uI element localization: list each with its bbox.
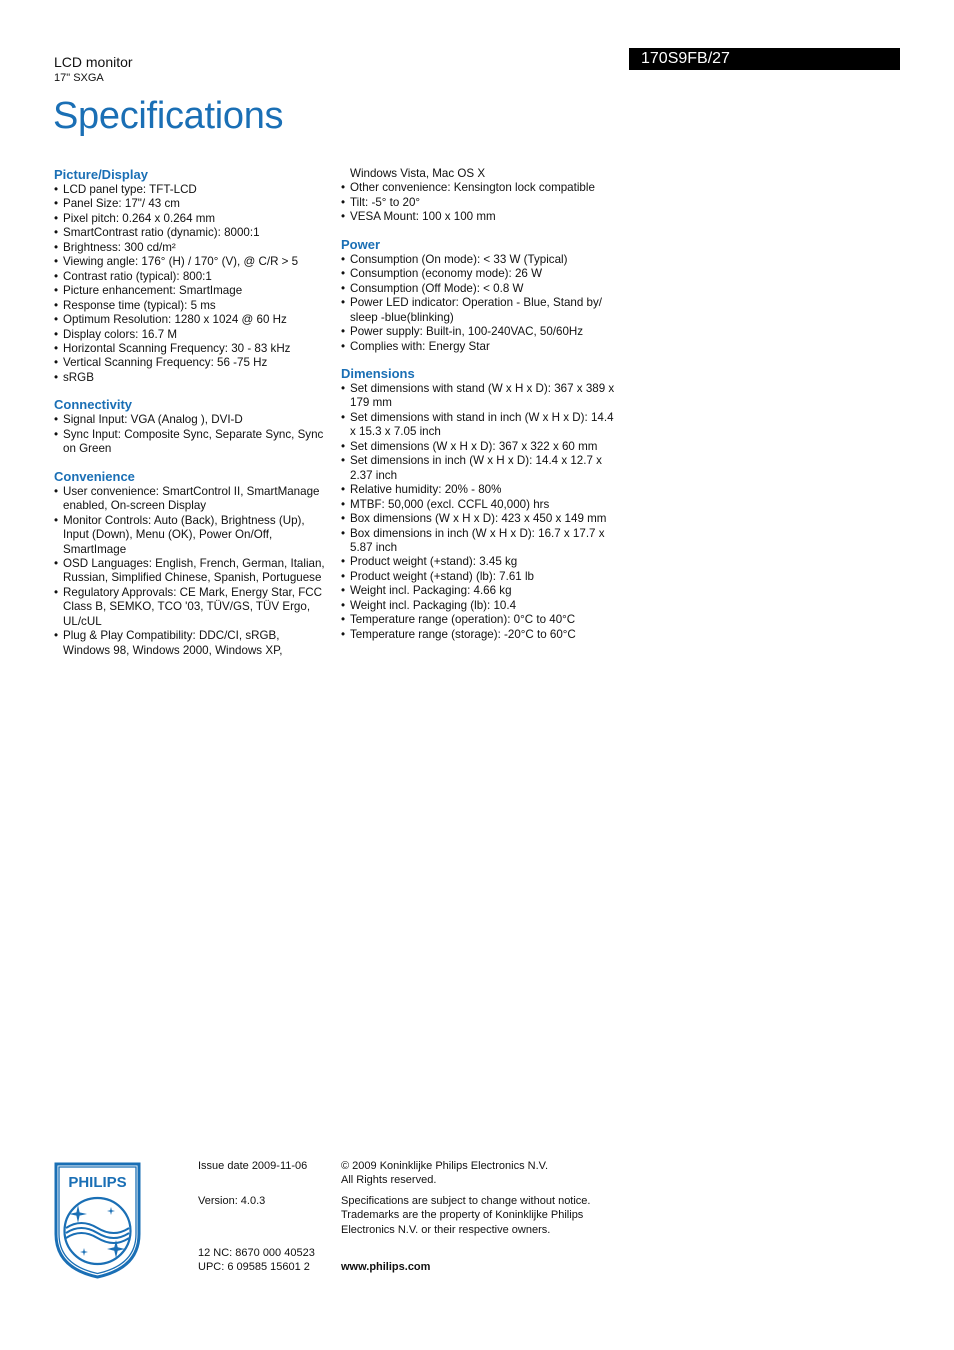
spec-item: • Power supply: Built-in, 100-240VAC, 50/60Hz [341,325,616,339]
spec-item: • Box dimensions (W x H x D): 423 x 450 x 149 mm [341,512,616,526]
website-link[interactable]: www.philips.com [341,1261,431,1273]
nc-code: 12 NC: 8670 000 40523 [198,1247,315,1259]
spec-item: • Contrast ratio (typical): 800:1 [54,270,329,284]
spec-item: • Product weight (+stand) (lb): 7.61 lb [341,570,616,584]
connectivity-list [54,413,329,456]
spec-item: • Weight incl. Packaging: 4.66 kg [341,584,616,598]
section-heading-connectivity: Connectivity [54,397,133,413]
spec-item: • Power LED indicator: Operation - Blue, Stand by/ sleep -blue(blinking) [341,296,616,325]
spec-item: • Response time (typical): 5 ms [54,299,329,313]
spec-item: • User convenience: SmartControl II, SmartManage enabled, On-screen Display [54,485,329,514]
upc-code: UPC: 6 09585 15601 2 [198,1261,310,1273]
spec-item: • Box dimensions in inch (W x H x D): 16.7 x 17.7 x 5.87 inch [341,527,616,556]
model-number: 170S9FB/27 [641,50,730,67]
section-heading-power: Power [341,236,381,252]
spec-item: • Viewing angle: 176° (H) / 170° (V), @ C/R > 5 [54,255,329,269]
issue-date: Issue date 2009-11-06 [198,1160,308,1172]
right-column [341,167,616,642]
spec-item: • Horizontal Scanning Frequency: 30 - 83 kHz [54,342,329,356]
spec-item: • Temperature range (storage): -20°C to 60°C [341,628,616,642]
spec-item: • OSD Languages: English, French, German, Italian, Russian, Simplified Chinese, Spanish, Portuguese [54,557,329,586]
spec-item: • Vertical Scanning Frequency: 56 -75 Hz [54,356,329,370]
philips-shield-logo [54,1162,141,1279]
spec-item: • SmartContrast ratio (dynamic): 8000:1 [54,226,329,240]
spec-item: • Consumption (On mode): < 33 W (Typical) [341,253,616,267]
spec-item: • Relative humidity: 20% - 80% [341,483,616,497]
spec-item: • Temperature range (operation): 0°C to 40°C [341,613,616,627]
page-title: Specifications [53,95,284,137]
model-number-bar [629,48,900,70]
product-subtitle: 17" SXGA [54,72,104,84]
spec-item: • Optimum Resolution: 1280 x 1024 @ 60 Hz [54,313,329,327]
spec-item: • Set dimensions in inch (W x H x D): 14.4 x 12.7 x 2.37 inch [341,454,616,483]
version: Version: 4.0.3 [198,1195,266,1207]
convenience-list-cont [341,181,616,224]
spec-item: • Picture enhancement: SmartImage [54,284,329,298]
spec-item: • Brightness: 300 cd/m² [54,241,329,255]
spec-item: • Tilt: -5° to 20° [341,196,616,210]
product-category: LCD monitor [54,54,133,70]
spec-item: • Consumption (Off Mode): < 0.8 W [341,282,616,296]
section-heading-dimensions: Dimensions [341,365,415,381]
spec-item: • LCD panel type: TFT-LCD [54,183,329,197]
spec-item: • sRGB [54,371,329,385]
spec-item: • Signal Input: VGA (Analog ), DVI-D [54,413,329,427]
copyright-line-1: © 2009 Koninklijke Philips Electronics N.V. [341,1160,549,1172]
convenience-list [54,485,329,658]
spec-item: • Pixel pitch: 0.264 x 0.264 mm [54,212,329,226]
spec-item: • Set dimensions with stand in inch (W x H x D): 14.4 x 15.3 x 7.05 inch [341,411,616,440]
copyright-line-2: All Rights reserved. [341,1174,437,1186]
spec-item: • Plug & Play Compatibility: DDC/CI, sRGB, Windows 98, Windows 2000, Windows XP, [54,629,329,658]
spec-item: • Monitor Controls: Auto (Back), Brightness (Up), Input (Down), Menu (OK), Power On/Off, SmartImage [54,514,329,557]
convenience-continuation: Windows Vista, Mac OS X [350,167,486,180]
notice-line-2: Trademarks are the property of Koninklijke Philips [341,1209,584,1221]
spec-item: • Other convenience: Kensington lock compatible [341,181,616,195]
notice-line-1: Specifications are subject to change without notice. [341,1195,591,1207]
spec-item: • Set dimensions (W x H x D): 367 x 322 x 60 mm [341,440,616,454]
spec-item: • Display colors: 16.7 M [54,328,329,342]
notice-line-3: Electronics N.V. or their respective owners. [341,1224,551,1236]
section-heading-picture-display: Picture/Display [54,167,148,182]
section-heading-convenience: Convenience [54,468,135,484]
spec-item: • Complies with: Energy Star [341,340,616,354]
spec-item: • VESA Mount: 100 x 100 mm [341,210,616,224]
picture-display-list [54,183,329,385]
power-list [341,253,616,354]
spec-item: • Panel Size: 17"/ 43 cm [54,197,329,211]
spec-item: • Consumption (economy mode): 26 W [341,267,616,281]
spec-item: • Set dimensions with stand (W x H x D): 367 x 389 x 179 mm [341,382,616,411]
spec-item: • Regulatory Approvals: CE Mark, Energy Star, FCC Class B, SEMKO, TCO '03, TÜV/GS, TÜV Ergo, UL/cUL [54,586,329,629]
dimensions-list [341,382,616,642]
logo-wordmark: PHILIPS [68,1174,127,1191]
spec-item: • Weight incl. Packaging (lb): 10.4 [341,599,616,613]
spec-item: • Product weight (+stand): 3.45 kg [341,555,616,569]
left-column [54,167,329,658]
spec-item: • MTBF: 50,000 (excl. CCFL 40,000) hrs [341,498,616,512]
spec-item: • Sync Input: Composite Sync, Separate Sync, Sync on Green [54,428,329,457]
